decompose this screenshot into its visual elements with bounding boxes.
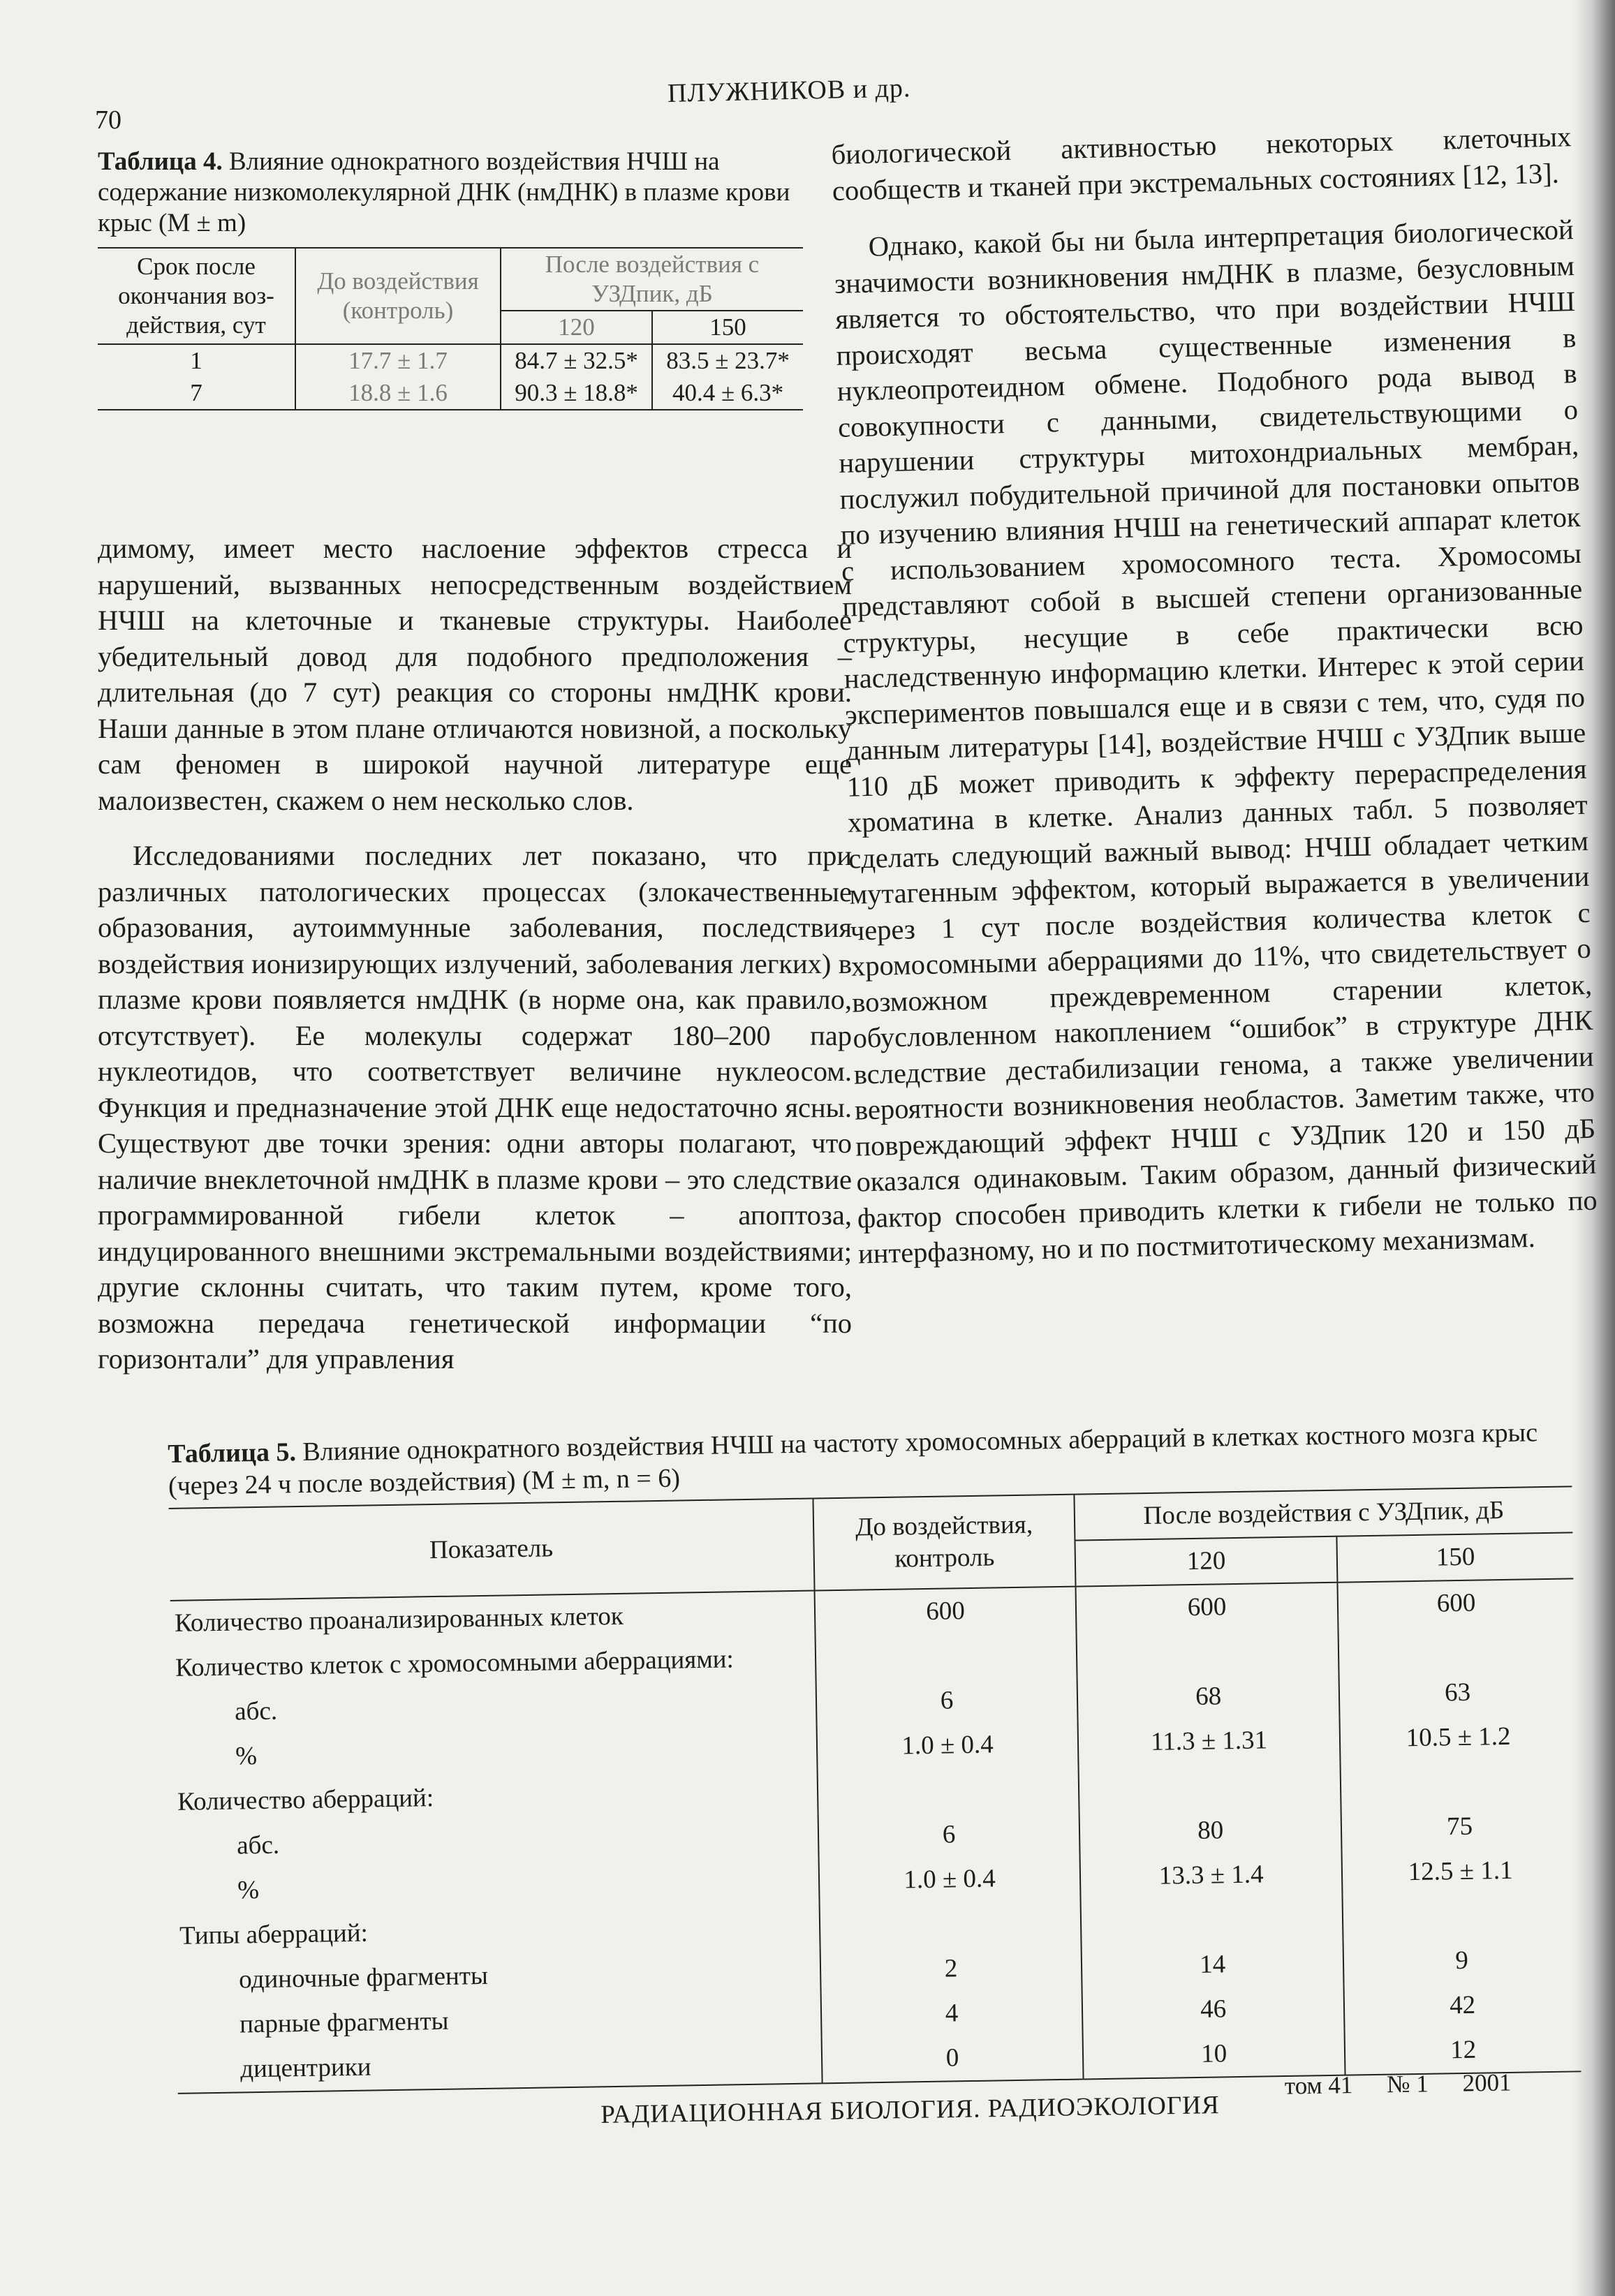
table-5-cell-120: 13.3 ± 1.4 bbox=[1080, 1851, 1343, 1900]
right-paragraph-1: биологической активностью некоторых клеточных сообществ и тканей при экстремальных состояниях [12, 13]. bbox=[831, 121, 1572, 207]
table-5-cell-150 bbox=[1341, 1758, 1577, 1806]
table-5-cell-120 bbox=[1077, 1628, 1339, 1677]
table-5-cell-150: 12 bbox=[1345, 2026, 1581, 2075]
table-5-caption-label: Таблица 5. bbox=[168, 1437, 297, 1469]
table-5-cell-label: % bbox=[237, 1876, 260, 1905]
table-4-caption-text: Влияние однократного воздействия НЧШ на содержание низкомолекулярной ДНК (нмДНК) в плазме крови крыс (M ± m) bbox=[98, 147, 790, 237]
table-row bbox=[98, 344, 803, 377]
year: 2001 bbox=[1462, 2068, 1512, 2097]
table-5-cell-control bbox=[820, 1900, 1082, 1949]
table-5-cell-label: парные фрагменты bbox=[239, 2006, 449, 2039]
journal-title: РАДИАЦИОННАЯ БИОЛОГИЯ. РАДИОЭКОЛОГИЯ bbox=[600, 2091, 1220, 2129]
table-5-cell-control: 6 bbox=[818, 1811, 1080, 1860]
table-5-cell-120: 11.3 ± 1.31 bbox=[1078, 1717, 1341, 1766]
table-4-head-120: 120 bbox=[501, 311, 652, 344]
table-4-caption bbox=[98, 147, 803, 239]
table-5-cell-120: 68 bbox=[1077, 1673, 1340, 1721]
table-5-cell-150: 63 bbox=[1339, 1668, 1576, 1717]
table-5-cell-120 bbox=[1079, 1762, 1341, 1811]
table-4-caption-label: Таблица 4. bbox=[98, 147, 223, 176]
table-5-head-indicator: Показатель bbox=[169, 1498, 815, 1600]
table-5-cell-control: 2 bbox=[820, 1945, 1082, 1994]
table-5-head-150: 150 bbox=[1337, 1532, 1574, 1582]
table-5-cell-label: % bbox=[235, 1742, 258, 1771]
table-4-cell-term: 7 bbox=[190, 379, 202, 406]
table-5-head-control: До воздействия, контроль bbox=[813, 1495, 1075, 1591]
table-5-cell-label: дицентрики bbox=[239, 2052, 371, 2084]
table-4-head-control: До воздействия (контроль) bbox=[295, 248, 501, 344]
table-5-cell-120: 600 bbox=[1075, 1583, 1338, 1632]
table-5-cell-control bbox=[818, 1766, 1079, 1815]
table-4-head-150: 150 bbox=[652, 311, 803, 344]
table-5-cell-label: Количество аберраций: bbox=[177, 1784, 434, 1816]
table-4-cell-120: 84.7 ± 32.5* bbox=[501, 344, 652, 377]
table-5-cell-label: одиночные фрагменты bbox=[238, 1961, 489, 1994]
table-5-caption-text: Влияние однократного воздействия НЧШ на частоту хромосомных аберраций в клетках костного мозга крыс (через 24 ч после воздействия) (M ± m, n = 6) bbox=[168, 1418, 1538, 1501]
table-5-head-group: После воздействия с УЗДпик, дБ bbox=[1074, 1486, 1572, 1540]
table-5-cell-label: Типы аберраций: bbox=[179, 1918, 369, 1950]
left-paragraph-1: димому, имеет место наслоение эффектов стресса и нарушений, вызванных непосредственным воздействием НЧШ на клеточные и тканевые структуры. Наиболее убедительный довод для подобного предположения – длительная (до 7 сут) реакция со стороны нмДНК крови. Наши данные в этом плане отличаются новизной, а поскольку сам феномен в широкой научной литературе еще малоизвестен, скажем о нем несколько слов. bbox=[98, 533, 852, 816]
left-paragraph-2: Исследованиями последних лет показано, что при различных патологических процессах (злокачественные образования, аутоиммунные заболевания, последствия воздействия ионизирующих излучений, заболевания легких) в плазме крови появляется нмДНК (в норме она, как правило, отсутствует). Ее молекулы содержат 180–200 пар нуклеотидов, что соответствует величине нуклеосом. Функция и предназначение этой ДНК еще недостаточно ясны. Существуют две точки зрения: одни авторы полагают, что наличие внеклеточной нмДНК в плазме крови – это следствие программированной гибели клеток – апоптоза, индуцированного внешними экстремальными воздействиями; другие склонны считать, что таким путем, кроме того, возможна передача генетической информации “по горизонтали” для управления bbox=[98, 840, 852, 1375]
table-5 bbox=[168, 1416, 1581, 2094]
table-5-cell-150: 10.5 ± 1.2 bbox=[1340, 1713, 1577, 1761]
table-5-cell-120: 46 bbox=[1082, 1985, 1345, 2034]
table-5-cell-150 bbox=[1343, 1892, 1579, 1940]
table-5-grid bbox=[169, 1486, 1581, 2094]
running-head: ПЛУЖНИКОВ и др. bbox=[667, 73, 911, 108]
table-5-cell-control: 0 bbox=[822, 2034, 1084, 2084]
table-5-cell-150: 12.5 ± 1.1 bbox=[1342, 1847, 1579, 1895]
table-5-cell-120: 80 bbox=[1079, 1807, 1342, 1856]
right-paragraph-2: Однако, какой бы ни была интерпретация биологической значимости возникновения нмДНК в плазме, безусловным является то обстоятельство, что при воздействии НЧШ происходят весьма существенные изменения в нуклеопротеидном обмене. Подобного рода вывод в совокупности с данными, свидетельствующими о нарушении структуры митохондриальных мембран, послужил побудительной причиной для постановки опытов по изучению влияния НЧШ на генетический аппарат клеток с использованием хромосомного теста. Хромосомы представляют собой в высшей степени организованные структуры, несущие в себе практически всю наследственную информацию клетки. Интерес к этой серии экспериментов повышался еще и в связи с тем, что, судя по данным литературы [14], воздействие НЧШ с УЗДпик выше 110 дБ может приводить к эффекту перераспределения хроматина в клетке. Анализ данных табл. 5 позволяет сделать следующий важный вывод: НЧШ обладает четким мутагенным эффектом, который выражается в увеличении через 1 сут после воздействия количества клеток с хромосомными аберрациями до 11%, что свидетельствует о возможном преждевременном старении клеток, обусловленном накоплением “ошибок” в структуре ДНК вследствие дестабилизации генома, а также увеличении вероятности возникновения необластов. Заметим также, что повреждающий эффект НЧШ с УЗДпик 120 и 150 дБ оказался одинаковым. Таким образом, данный физический фактор способен приводить клетки к гибели не только по интерфазному, но и по постмитотическому механизмам. bbox=[834, 214, 1598, 1270]
issue-number: № 1 bbox=[1386, 2070, 1429, 2098]
table-5-cell-150 bbox=[1339, 1624, 1575, 1672]
volume: том 41 bbox=[1284, 2071, 1353, 2100]
table-5-cell-label: Количество проанализированных клеток bbox=[174, 1601, 624, 1638]
table-4-cell-control: 18.8 ± 1.6 bbox=[295, 377, 501, 410]
table-4-cell-control: 17.7 ± 1.7 bbox=[295, 344, 501, 377]
table-5-cell-control: 600 bbox=[815, 1587, 1077, 1636]
table-5-cell-control: 1.0 ± 0.4 bbox=[817, 1721, 1079, 1770]
table-4-cell-120: 90.3 ± 18.8* bbox=[501, 377, 652, 410]
table-5-cell-150: 75 bbox=[1341, 1802, 1578, 1851]
table-4-grid bbox=[98, 247, 803, 410]
issue-info bbox=[1285, 2068, 1540, 2101]
page-footer bbox=[600, 2068, 1578, 2129]
table-5-cell-150: 42 bbox=[1344, 1981, 1581, 2029]
table-5-cell-150: 600 bbox=[1338, 1578, 1575, 1627]
table-5-cell-120: 10 bbox=[1083, 2030, 1345, 2080]
table-5-cell-control: 6 bbox=[816, 1677, 1078, 1726]
table-4-head-group: После воздействия с УЗДпик, дБ bbox=[501, 248, 803, 311]
table-5-cell-control: 1.0 ± 0.4 bbox=[819, 1856, 1081, 1904]
right-column bbox=[831, 119, 1598, 1272]
table-5-cell-control: 4 bbox=[821, 1990, 1083, 2038]
table-5-cell-control bbox=[816, 1632, 1077, 1681]
table-4-cell-150: 40.4 ± 6.3* bbox=[652, 377, 803, 410]
table-4 bbox=[98, 147, 803, 410]
page-number: 70 bbox=[95, 105, 121, 135]
left-column bbox=[98, 531, 852, 1377]
table-4-head-term: Срок после окончания воз-действия, сут bbox=[98, 248, 295, 344]
table-row bbox=[98, 377, 803, 410]
table-5-head-120: 120 bbox=[1075, 1536, 1337, 1587]
table-5-cell-120: 14 bbox=[1082, 1941, 1344, 1990]
table-4-cell-150: 83.5 ± 23.7* bbox=[652, 344, 803, 377]
table-5-cell-120 bbox=[1081, 1896, 1343, 1945]
table-5-cell-150: 9 bbox=[1343, 1936, 1580, 1985]
table-5-cell-label: абс. bbox=[236, 1830, 280, 1860]
table-4-cell-term: 1 bbox=[190, 347, 202, 374]
table-5-cell-label: Количество клеток с хромосомными аберрациями: bbox=[175, 1645, 735, 1682]
table-5-cell-label: абс. bbox=[234, 1696, 278, 1726]
